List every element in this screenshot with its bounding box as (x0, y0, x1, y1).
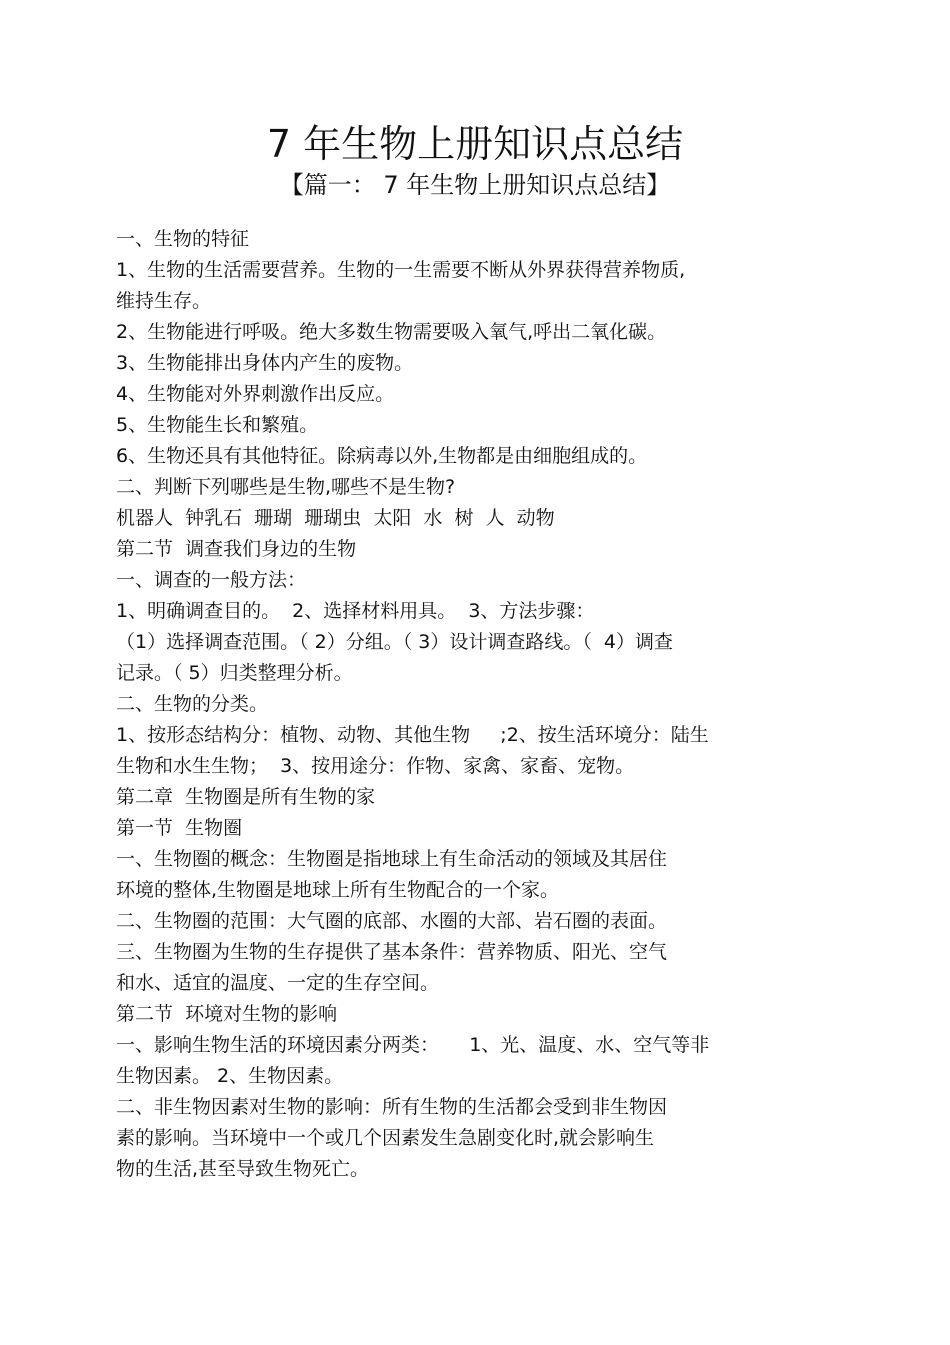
text-line: 第二节 环境对生物的影响 (116, 1003, 338, 1025)
text-line: 1、按形态结构分：植物、动物、其他生物 ;2、按生活环境分：陆生 (116, 724, 709, 746)
text-line: 第二节 调查我们身边的生物 (116, 538, 357, 560)
document-subtitle: 【篇一： 7 年生物上册知识点总结】 (279, 171, 671, 199)
text-line: 1、生物的生活需要营养。生物的一生需要不断从外界获得营养物质, (116, 259, 686, 281)
text-line: 三、生物圈为生物的生存提供了基本条件：营养物质、阳光、空气 (116, 941, 668, 963)
document-body (116, 224, 816, 1185)
text-line: 4、生物能对外界刺激作出反应。 (116, 383, 395, 405)
text-line: 1、明确调查目的。 2、选择材料用具。 3、方法步骤： (116, 600, 595, 622)
text-line: 生物因素。 2、生物因素。 (116, 1065, 344, 1087)
text-line: 二、非生物因素对生物的影响：所有生物的生活都会受到非生物因 (116, 1096, 668, 1118)
text-line: 二、生物圈的范围：大气圈的底部、水圈的大部、岩石圈的表面。 (116, 910, 668, 932)
text-line: 素的影响。当环境中一个或几个因素发生急剧变化时,就会影响生 (116, 1127, 655, 1149)
text-line: 第二章 生物圈是所有生物的家 (116, 786, 376, 808)
text-line: 物的生活,甚至导致生物死亡。 (116, 1158, 370, 1180)
text-line: 一、生物圈的概念：生物圈是指地球上有生命活动的领域及其居住 (116, 848, 668, 870)
document-title: 7 年生物上册知识点总结 (266, 122, 684, 166)
text-line: 2、生物能进行呼吸。绝大多数生物需要吸入氧气,呼出二氧化碳。 (116, 321, 667, 343)
text-line: 一、生物的特征 (116, 228, 250, 250)
text-line: （1）选择调查范围。（ 2）分组。（ 3）设计调查路线。（ 4）调查 (116, 631, 674, 653)
text-line: 3、生物能排出身体内产生的废物。 (116, 352, 414, 374)
text-line: 生物和水生生物； 3、按用途分：作物、家禽、家畜、宠物。 (116, 755, 635, 777)
text-line: 6、生物还具有其他特征。除病毒以外,生物都是由细胞组成的。 (116, 445, 648, 467)
text-line: 机器人 钟乳石 珊瑚 珊瑚虫 太阳 水 树 人 动物 (116, 507, 555, 529)
text-line: 维持生存。 (116, 290, 212, 312)
text-line: 记录。（ 5）归类整理分析。 (116, 662, 353, 684)
text-line: 二、判断下列哪些是生物,哪些不是生物? (116, 476, 456, 498)
text-line: 环境的整体,生物圈是地球上所有生物配合的一个家。 (116, 879, 560, 901)
text-line: 5、生物能生长和繁殖。 (116, 414, 319, 436)
text-line: 二、生物的分类。 (116, 693, 269, 715)
text-line: 一、调查的一般方法： (116, 569, 307, 591)
text-line: 一、影响生物生活的环境因素分两类： 1、光、温度、水、空气等非 (116, 1034, 710, 1056)
text-line: 第一节 生物圈 (116, 817, 243, 839)
text-line: 和水、适宜的温度、一定的生存空间。 (116, 972, 440, 994)
